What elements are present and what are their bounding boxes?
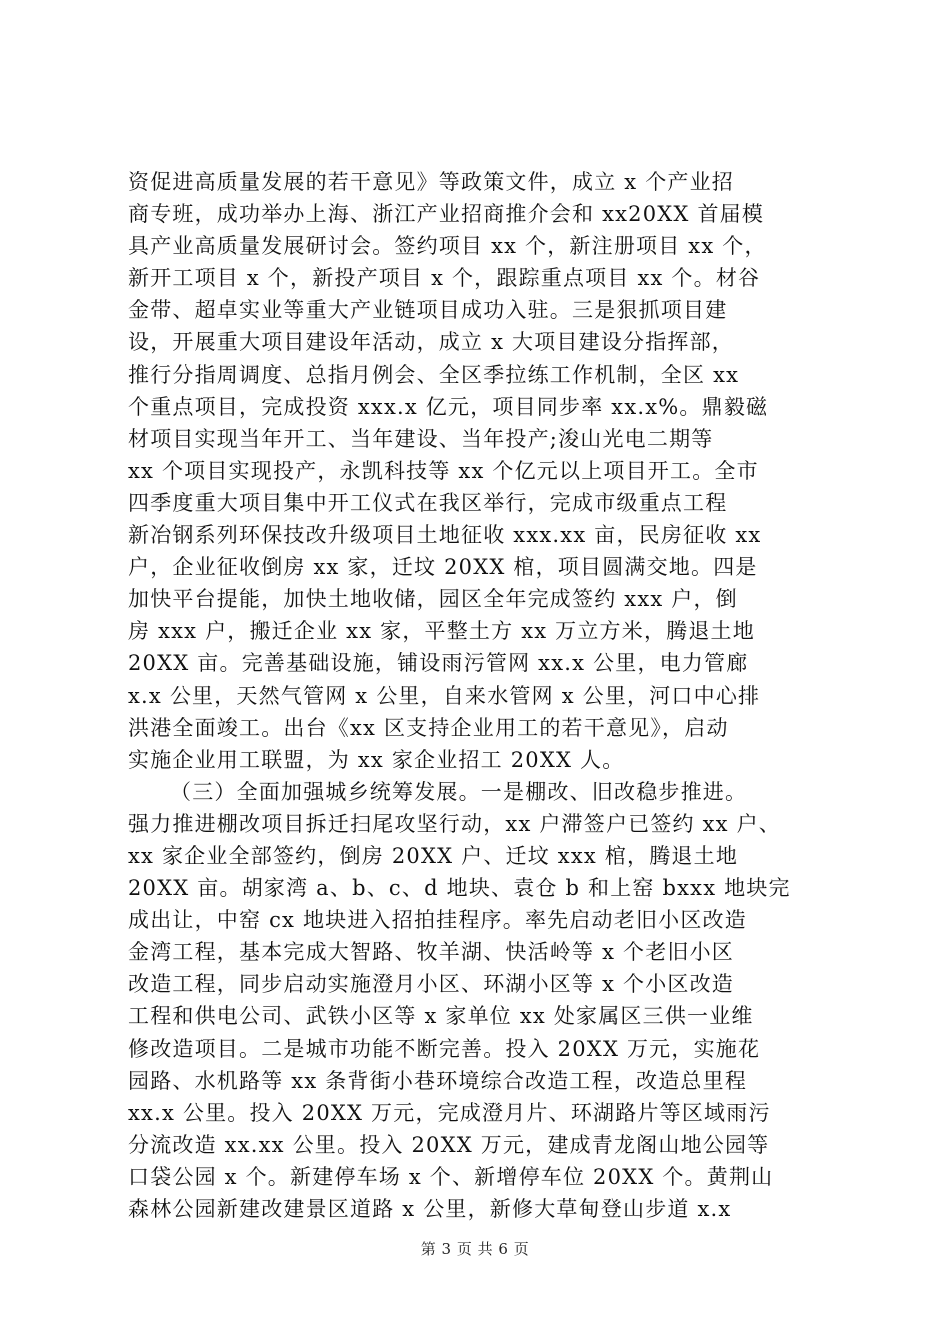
text-line: 强力推进棚改项目拆迁扫尾攻坚行动，xx 户滞签户已签约 xx 户、 [128, 811, 781, 836]
page-footer [0, 1238, 950, 1259]
text-line: 设，开展重大项目建设年活动，成立 x 大项目建设分指挥部， [128, 330, 734, 355]
text-line: 资促进高质量发展的若干意见》等政策文件，成立 x 个产业招 [128, 170, 734, 194]
text-line: 20XX 亩。胡家湾 a、b、c、d 地块、袁仓 b 和上窑 bxxx 地块完 [128, 876, 791, 901]
text-line: 四季度重大项目集中开工仪式在我区举行，完成市级重点工程 [128, 490, 728, 515]
text-line: 改造工程，同步启动实施澄月小区、环湖小区等 x 个小区改造 [128, 972, 734, 997]
text-line: 洪港全面竣工。出台《xx 区支持企业用工的若干意见》，启动 [128, 715, 729, 740]
text-line: 实施企业用工联盟，为 xx 家企业招工 20XX 人。 [128, 747, 625, 772]
text-line: x.x 公里，天然气管网 x 公里，自来水管网 x 公里，河口中心排 [128, 683, 761, 708]
text-line: 具产业高质量发展研讨会。签约项目 xx 个，新注册项目 xx 个， [128, 234, 767, 259]
text-line: 房 xxx 户，搬迁企业 xx 家，平整土方 xx 万立方米，腾退土地 [128, 619, 755, 644]
text-line: 园路、水机路等 xx 条背街小巷环境综合改造工程，改造总里程 [128, 1068, 748, 1093]
text-line: 金带、超卓实业等重大产业链项目成功入驻。三是狠抓项目建 [128, 298, 728, 323]
text-line: 修改造项目。二是城市功能不断完善。投入 20XX 万元，实施花 [128, 1036, 761, 1061]
text-line: 户，企业征收倒房 xx 家，迁坟 20XX 棺，项目圆满交地。四是 [128, 555, 758, 580]
text-line: 材项目实现当年开工、当年建设、当年投产;浚山光电二期等 [128, 426, 714, 451]
text-line: 个重点项目，完成投资 xxx.x 亿元，项目同步率 xx.x%。鼎毅磁 [128, 394, 769, 419]
section-heading-line: （三）全面加强城乡统筹发展。一是棚改、旧改稳步推进。 [170, 779, 748, 804]
body-text [128, 166, 830, 1225]
text-line: 森林公园新建改建景区道路 x 公里，新修大草甸登山步道 x.x [128, 1197, 732, 1221]
text-line: 新开工项目 x 个，新投产项目 x 个，跟踪重点项目 xx 个。材谷 [128, 266, 761, 291]
text-line: xx 家企业全部签约，倒房 20XX 户、迁坟 xxx 棺，腾退土地 [128, 843, 739, 868]
text-line: 金湾工程，基本完成大智路、牧羊湖、快活岭等 x 个老旧小区 [128, 940, 734, 965]
text-line: 成出让，中窑 cx 地块进入招拍挂程序。率先启动老旧小区改造 [128, 908, 747, 933]
text-line: 工程和供电公司、武铁小区等 x 家单位 xx 处家属区三供一业维 [128, 1004, 754, 1029]
text-line: xx 个项目实现投产，永凯科技等 xx 个亿元以上项目开工。全市 [128, 458, 759, 483]
text-line: 20XX 亩。完善基础设施，铺设雨污管网 xx.x 公里，电力管廊 [128, 651, 749, 676]
text-line: 加快平台提能，加快土地收储，园区全年完成签约 xxx 户，倒 [128, 587, 738, 612]
text-line: 分流改造 xx.xx 公里。投入 20XX 万元，建成青龙阁山地公园等 [128, 1132, 770, 1157]
page-number: 第 3 页 共 6 页 [420, 1240, 530, 1258]
text-line: xx.x 公里。投入 20XX 万元，完成澄月片、环湖路片等区域雨污 [128, 1100, 771, 1125]
text-line: 新冶钢系列环保技改升级项目土地征收 xxx.xx 亩，民房征收 xx [128, 523, 762, 548]
text-line: 商专班，成功举办上海、浙江产业招商推介会和 xx20XX 首届模 [128, 202, 765, 227]
text-line: 口袋公园 x 个。新建停车场 x 个、新增停车位 20XX 个。黄荆山 [128, 1164, 774, 1189]
text-line: 推行分指周调度、总指月例会、全区季拉练工作机制，全区 xx [128, 362, 740, 387]
